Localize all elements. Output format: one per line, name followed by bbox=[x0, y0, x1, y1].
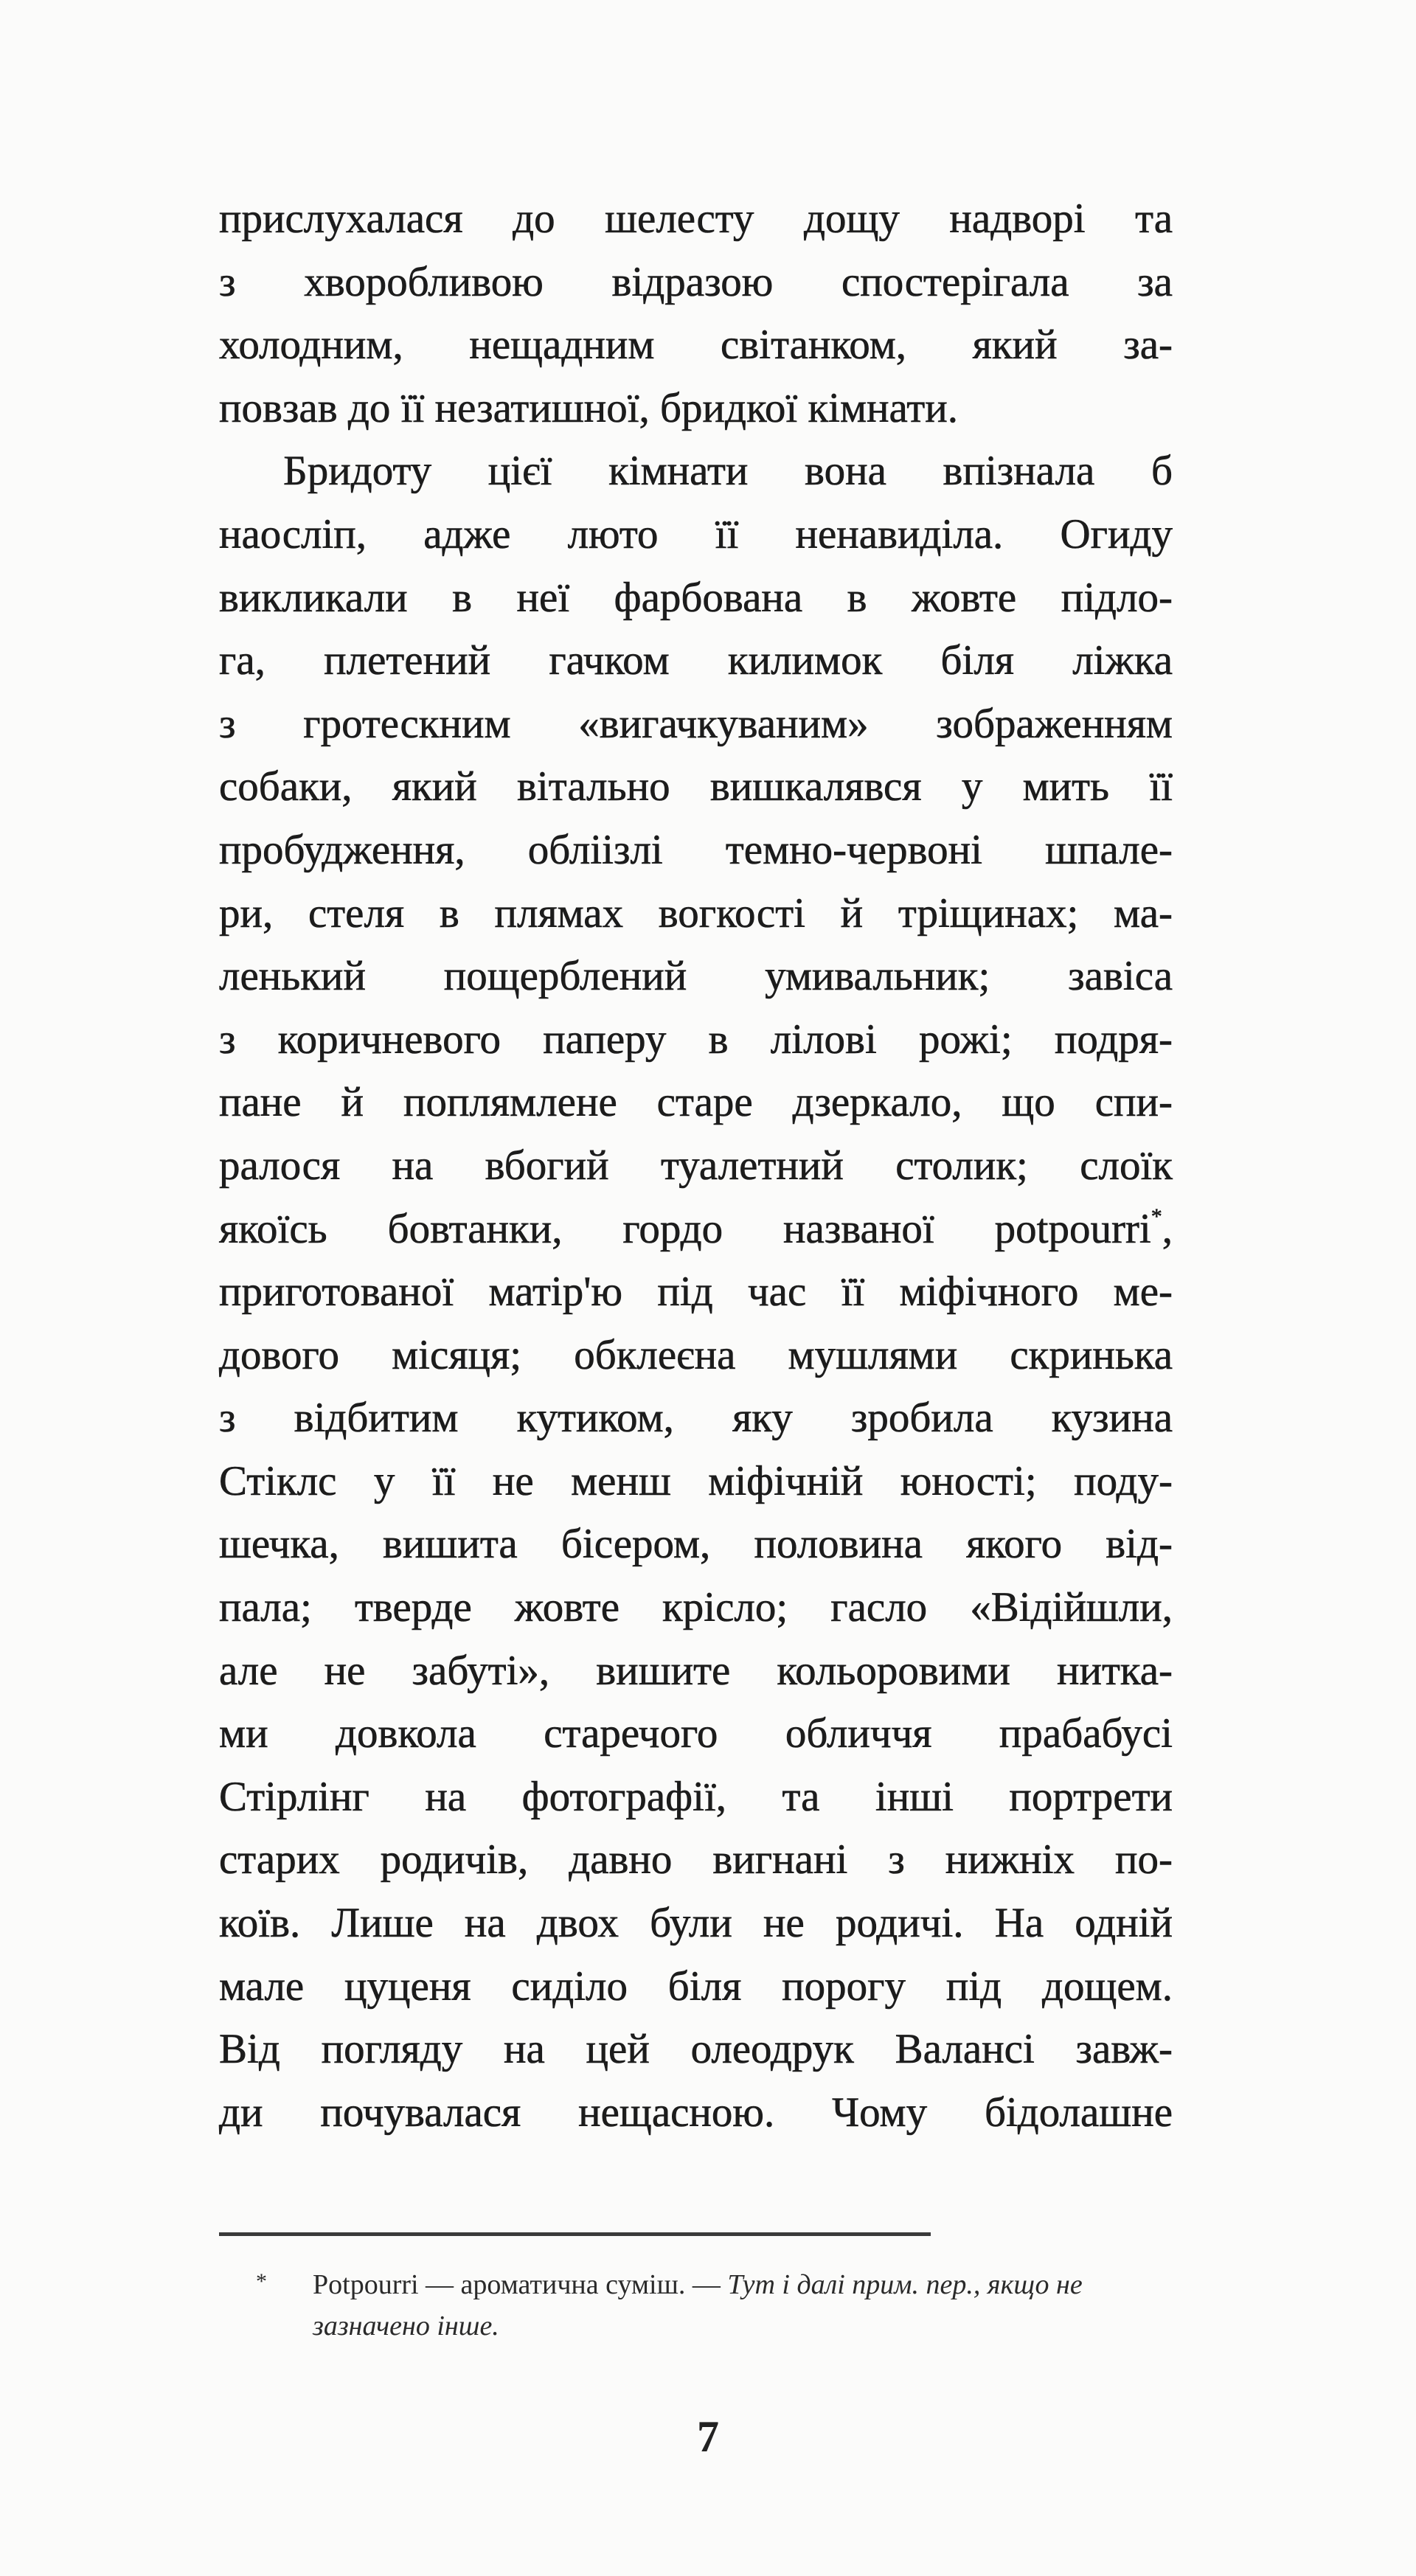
text-line bbox=[219, 1198, 1173, 1261]
text-line-content: ди почувалася нещасною. Чому бідолашне bbox=[219, 2089, 1173, 2136]
text-line bbox=[219, 692, 1173, 756]
text-line bbox=[219, 1766, 1173, 1829]
text-line bbox=[219, 440, 1173, 503]
footnote-reference[interactable]: * bbox=[1150, 1204, 1162, 1229]
text-line bbox=[219, 1892, 1173, 1955]
text-line bbox=[219, 1576, 1173, 1639]
text-line-content: прислухалася до шелесту дощу надворі та bbox=[219, 195, 1173, 242]
text-line bbox=[219, 1513, 1173, 1576]
text-line-content: старих родичів, давно вигнані з нижніх по- bbox=[219, 1836, 1173, 1884]
text-line-content: Стіклс у її не менш міфічній юності; поду- bbox=[219, 1457, 1173, 1504]
text-line bbox=[219, 1260, 1173, 1324]
text-line bbox=[219, 503, 1173, 566]
text-line-content: з відбитим кутиком, яку зробила кузина bbox=[219, 1395, 1173, 1442]
text-line bbox=[219, 187, 1173, 251]
text-line-content: повзав до її незатишної, бридкої кімнати. bbox=[219, 384, 959, 431]
text-line-content: але не забуті», вишите кольоровими нитка- bbox=[219, 1647, 1173, 1694]
text-line bbox=[219, 566, 1173, 630]
text-line-content: ри, стеля в плямах вогкості й тріщинах; ма- bbox=[219, 889, 1173, 937]
footnote-translator-note: Тут і далі прим. пер., якщо не зазначено інше. bbox=[313, 2269, 1083, 2341]
text-line bbox=[219, 377, 1173, 440]
text-line-content: з гротескним «вигачкуваним» зображенням bbox=[219, 700, 1173, 747]
text-line-content: Стірлінг на фотографії, та інші портрети bbox=[219, 1773, 1173, 1820]
body-text bbox=[219, 187, 1173, 2144]
text-line-content: з коричневого паперу в лілові рожі; подря- bbox=[219, 1016, 1173, 1063]
footnote-mark: * bbox=[256, 2269, 267, 2294]
text-line bbox=[219, 2081, 1173, 2145]
text-line bbox=[219, 945, 1173, 1008]
text-line bbox=[219, 819, 1173, 882]
text-line bbox=[219, 251, 1173, 314]
text-line-content: дового місяця; обклеєна мушлями скринька bbox=[219, 1331, 1173, 1378]
text-line-content: холодним, нещадним світанком, який за- bbox=[219, 322, 1173, 369]
text-line bbox=[219, 1450, 1173, 1513]
text-line bbox=[219, 1324, 1173, 1387]
text-line bbox=[219, 1071, 1173, 1134]
text-line bbox=[219, 1008, 1173, 1072]
text-line-content: ралося на вбогий туалетний столик; слоїк bbox=[219, 1142, 1173, 1189]
text-line-content: викликали в неї фарбована в жовте підло- bbox=[219, 574, 1173, 621]
text-line-content: якоїсь бовтанки, гордо названої potpourri bbox=[219, 1205, 1151, 1252]
footnote-divider bbox=[219, 2232, 931, 2236]
footnote bbox=[219, 2264, 1173, 2347]
text-line bbox=[219, 629, 1173, 692]
text-line bbox=[219, 882, 1173, 945]
text-line-content: Бридоту цієї кімнати вона впізнала б bbox=[283, 448, 1173, 495]
text-line-content: собаки, який вітально вишкалявся у мить її bbox=[219, 763, 1173, 810]
footnote-term: Potpourri — ароматична суміш. — bbox=[313, 2269, 728, 2300]
text-line bbox=[219, 1955, 1173, 2018]
text-line-content: приготованої матір'ю під час її міфічного ме- bbox=[219, 1268, 1173, 1316]
text-line-content: коїв. Лише на двох були не родичі. На одній bbox=[219, 1900, 1173, 1947]
footnote-text bbox=[313, 2264, 1173, 2347]
text-line-content: шечка, вишита бісером, половина якого від- bbox=[219, 1521, 1173, 1568]
text-line-content: ленький пощерблений умивальник; завіса bbox=[219, 953, 1173, 1000]
text-line-content: мале цуценя сиділо біля порогу під дощем. bbox=[219, 1962, 1173, 2010]
text-line-content: га, плетений гачком килимок біля ліжка bbox=[219, 637, 1173, 684]
text-line bbox=[219, 1134, 1173, 1198]
text-line bbox=[219, 755, 1173, 819]
text-line-content: пробудження, обліізлі темно-червоні шпале- bbox=[219, 826, 1173, 873]
text-line bbox=[219, 2018, 1173, 2081]
text-line-content: пала; тверде жовте крісло; гасло «Відійшли, bbox=[219, 1584, 1173, 1631]
text-line-content: Від погляду на цей олеодрук Валансі завж- bbox=[219, 2026, 1173, 2073]
text-line bbox=[219, 1828, 1173, 1892]
text-line-content: наосліп, адже люто її ненавиділа. Огиду bbox=[219, 510, 1173, 558]
text-line bbox=[219, 1639, 1173, 1703]
text-line-content: з хворобливою відразою спостерігала за bbox=[219, 258, 1173, 305]
text-line bbox=[219, 313, 1173, 377]
page-number: 7 bbox=[697, 2412, 719, 2461]
text-line-punctuation: , bbox=[1162, 1205, 1173, 1252]
text-line bbox=[219, 1386, 1173, 1450]
text-line-content: ми довкола старечого обличчя прабабусі bbox=[219, 1710, 1173, 1757]
text-line bbox=[219, 1702, 1173, 1766]
text-line-content: пане й поплямлене старе дзеркало, що спи- bbox=[219, 1079, 1173, 1126]
